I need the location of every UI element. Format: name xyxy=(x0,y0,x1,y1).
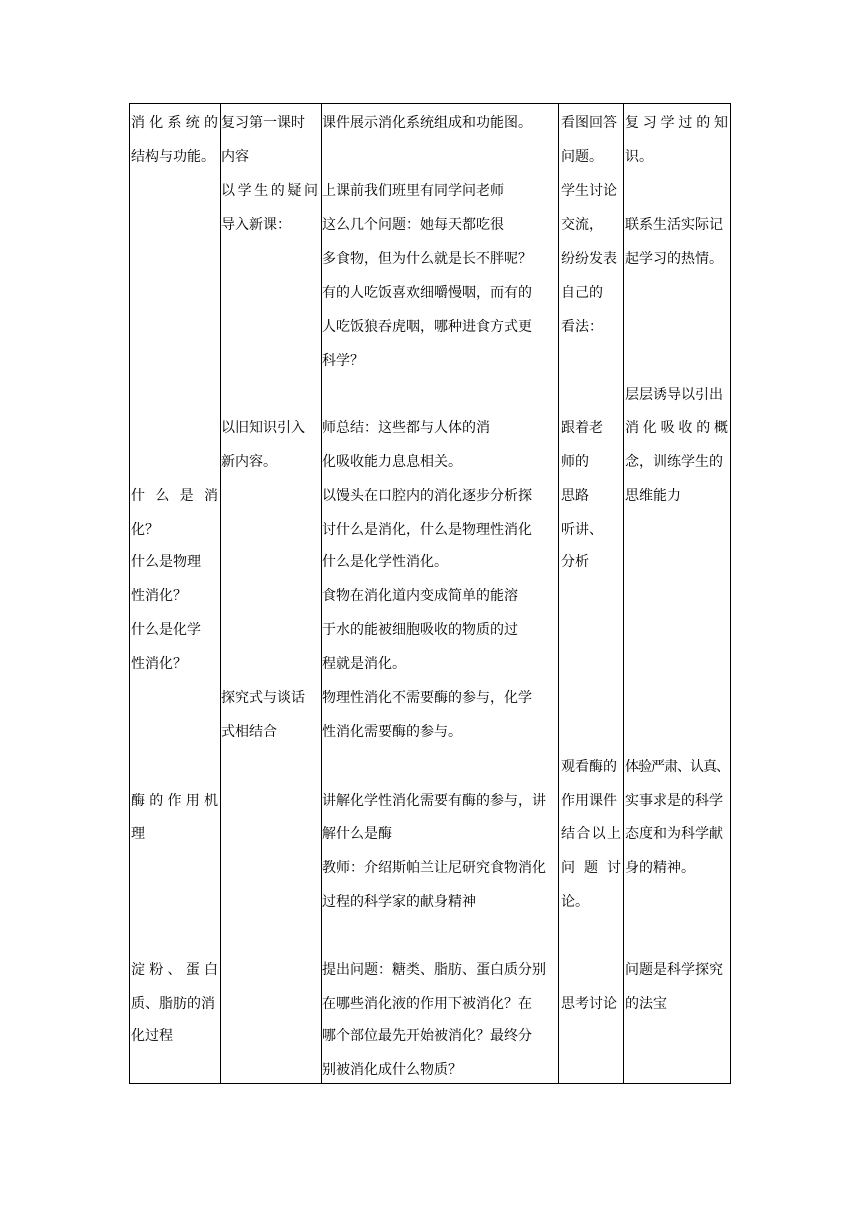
cell-text: 消 化 吸 收 的 概 xyxy=(625,420,728,436)
cell-text: 课件展示消化系统组成和功能图。 xyxy=(322,115,532,131)
cell-text: 解什么是酶 xyxy=(322,826,392,842)
cell-text: 提出问题：糖类、脂肪、蛋白质分别 xyxy=(322,962,546,978)
cell-text: 观看酶的 xyxy=(561,759,617,775)
cell-text: 态度和为科学献 xyxy=(625,826,723,842)
cell-text: 以 学 生 的 疑 问 xyxy=(221,183,318,199)
cell-text: 以旧知识引入 xyxy=(221,420,305,436)
cell-text: 哪个部位最先开始被消化？最终分 xyxy=(322,1028,532,1044)
cell-text: 师总结：这些都与人体的消 xyxy=(322,420,490,436)
cell-text: 师的 xyxy=(561,454,589,470)
cell-text: 酶 的 作 用 机 xyxy=(131,793,218,809)
cell-text: 食物在消化道内变成简单的能溶 xyxy=(322,588,518,604)
cell-text: 学生讨论 xyxy=(561,183,617,199)
cell-text: 分析 xyxy=(561,554,589,570)
cell-text: 复习第一课时 xyxy=(221,115,305,131)
cell-text: 结构与功能。 xyxy=(131,149,215,165)
cell-text: 看图回答 xyxy=(561,115,617,131)
cell-text: 化过程 xyxy=(131,1028,173,1044)
cell-text: 问 题 讨 xyxy=(561,860,621,876)
cell-text: 讨什么是消化，什么是物理性消化 xyxy=(322,522,532,538)
cell-text: 的法宝 xyxy=(625,996,667,1012)
cell-text: 纷纷发表 xyxy=(561,251,617,267)
column-divider xyxy=(623,104,624,1083)
cell-text: 性消化？ xyxy=(131,588,187,604)
cell-text: 消 化 系 统 的 xyxy=(131,115,218,131)
cell-text: 看法： xyxy=(561,319,603,335)
cell-text: 性消化需要酶的参与。 xyxy=(322,724,462,740)
cell-text: 物理性消化不需要酶的参与，化学 xyxy=(322,690,532,706)
cell-text: 自己的 xyxy=(561,285,603,301)
cell-text: 化吸收能力息息相关。 xyxy=(322,454,462,470)
cell-text: 多食物，但为什么就是长不胖呢？ xyxy=(322,251,532,267)
cell-text: 什 么 是 消 xyxy=(131,488,218,504)
cell-text: 起学习的热情。 xyxy=(625,251,723,267)
cell-text: 质、脂肪的消 xyxy=(131,996,215,1012)
cell-text: 性消化？ xyxy=(131,656,187,672)
cell-text: 导入新课： xyxy=(221,217,291,233)
cell-text: 于水的能被细胞吸收的物质的过 xyxy=(322,622,518,638)
cell-text: 思路 xyxy=(561,488,589,504)
cell-text: 识。 xyxy=(625,149,653,165)
cell-text: 实事求是的科学 xyxy=(625,793,723,809)
cell-text: 念，训练学生的 xyxy=(625,454,723,470)
cell-text: 程就是消化。 xyxy=(322,656,406,672)
cell-text: 教师：介绍斯帕兰让尼研究食物消化 xyxy=(322,860,546,876)
cell-text: 作用课件 xyxy=(561,793,617,809)
cell-text: 复 习 学 过 的 知 xyxy=(625,115,728,131)
cell-text: 有的人吃饭喜欢细嚼慢咽，而有的 xyxy=(322,285,532,301)
cell-text: 层层诱导以引出 xyxy=(625,387,723,403)
cell-text: 什么是化学性消化。 xyxy=(322,554,448,570)
cell-text: 身的精神。 xyxy=(625,860,695,876)
column-divider xyxy=(558,104,559,1083)
cell-text: 内容 xyxy=(221,149,249,165)
cell-text: 问题。 xyxy=(561,149,603,165)
column-divider xyxy=(220,104,221,1083)
cell-text: 问题是科学探究 xyxy=(625,962,723,978)
cell-text: 科学？ xyxy=(322,353,364,369)
cell-text: 跟着老 xyxy=(561,420,603,436)
cell-text: 讲解化学性消化需要有酶的参与，讲 xyxy=(322,793,546,809)
cell-text: 新内容。 xyxy=(221,454,277,470)
cell-text: 体验严肃、认真、 xyxy=(625,759,729,775)
cell-text: 别被消化成什么物质？ xyxy=(322,1062,462,1078)
cell-text: 结 合 以 上 xyxy=(561,826,621,842)
cell-text: 思维能力 xyxy=(625,488,681,504)
cell-text: 交流， xyxy=(561,217,603,233)
cell-text: 化？ xyxy=(131,522,159,538)
cell-text: 人吃饭狼吞虎咽，哪种进食方式更 xyxy=(322,319,532,335)
cell-text: 这么几个问题：她每天都吃很 xyxy=(322,217,504,233)
cell-text: 思考讨论 xyxy=(561,996,617,1012)
cell-text: 理 xyxy=(131,826,145,842)
cell-text: 式相结合 xyxy=(221,724,277,740)
cell-text: 上课前我们班里有同学问老师 xyxy=(322,183,504,199)
cell-text: 淀 粉 、 蛋 白 xyxy=(131,962,218,978)
cell-text: 论。 xyxy=(561,894,589,910)
cell-text: 在哪些消化液的作用下被消化？在 xyxy=(322,996,532,1012)
cell-text: 以馒头在口腔内的消化逐步分析探 xyxy=(322,488,532,504)
cell-text: 过程的科学家的献身精神 xyxy=(322,894,476,910)
cell-text: 什么是物理 xyxy=(131,554,201,570)
cell-text: 什么是化学 xyxy=(131,622,201,638)
cell-text: 联系生活实际记 xyxy=(625,217,723,233)
cell-text: 听讲、 xyxy=(561,522,603,538)
cell-text: 探究式与谈话 xyxy=(221,690,305,706)
